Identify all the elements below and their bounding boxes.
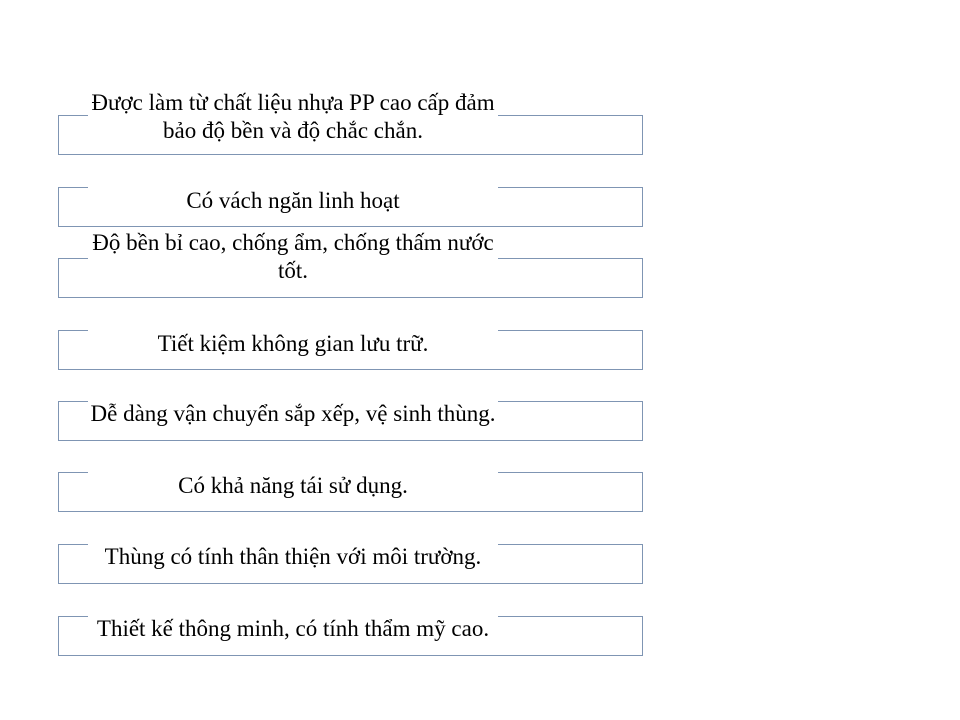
- feature-text: Có vách ngăn linh hoạt: [88, 187, 498, 215]
- feature-item-2: [58, 187, 643, 227]
- feature-text: Dễ dàng vận chuyển sắp xếp, vệ sinh thùng.: [88, 400, 498, 428]
- feature-item-7: [58, 544, 643, 584]
- feature-text: Được làm từ chất liệu nhựa PP cao cấp đảm bảo độ bền và độ chắc chắn.: [88, 89, 498, 145]
- feature-item-3: [58, 230, 643, 298]
- feature-text: Tiết kiệm không gian lưu trữ.: [88, 330, 498, 358]
- feature-text: Có khả năng tái sử dụng.: [88, 472, 498, 500]
- feature-text: Thùng có tính thân thiện với môi trường.: [88, 543, 498, 571]
- feature-text: Thiết kế thông minh, có tính thẩm mỹ cao.: [88, 615, 498, 643]
- feature-item-6: [58, 472, 643, 512]
- feature-text: Độ bền bỉ cao, chống ẩm, chống thấm nước tốt.: [88, 229, 498, 285]
- feature-item-8: [58, 616, 643, 656]
- feature-item-4: [58, 330, 643, 370]
- feature-item-5: [58, 401, 643, 441]
- feature-item-1: [58, 90, 643, 155]
